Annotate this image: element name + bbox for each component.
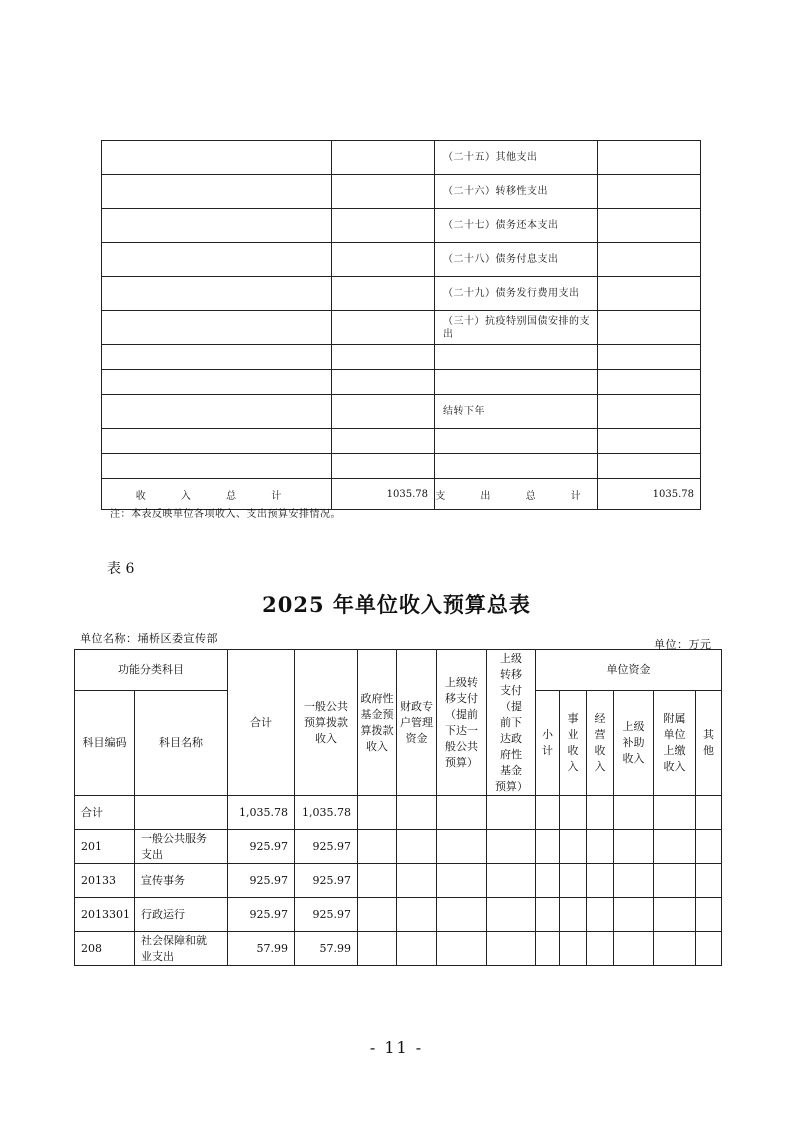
expense-item: （二十五）其他支出 [435, 141, 598, 175]
expense-item: 结转下年 [435, 395, 598, 429]
expense-item [435, 454, 598, 479]
income-expense-summary-table [101, 140, 701, 510]
page-number: - 11 - [369, 1038, 424, 1057]
table-row [75, 864, 722, 898]
table-row [102, 429, 701, 454]
table-row [75, 796, 722, 830]
row-total: 57.99 [228, 932, 295, 966]
table-row [75, 932, 722, 966]
unit-income-budget-table [74, 649, 722, 966]
table-row [102, 311, 701, 345]
row-code: 201 [75, 830, 135, 864]
row-code: 2013301 [75, 898, 135, 932]
header-other: 其他 [696, 691, 722, 796]
row-name: 一般公共服务支出 [135, 830, 228, 864]
expense-item: （三十）抗疫特别国债安排的支出 [435, 311, 598, 345]
row-total: 925.97 [228, 898, 295, 932]
table-row [102, 175, 701, 209]
expense-item [435, 370, 598, 395]
header-fund: 政府性基金预算拨款收入 [358, 650, 397, 796]
row-general: 925.97 [295, 830, 358, 864]
income-total-value: 1035.78 [332, 479, 435, 510]
expense-item: （二十九）债务发行费用支出 [435, 277, 598, 311]
expense-item [435, 429, 598, 454]
header-func-class: 功能分类科目 [75, 650, 228, 691]
expense-item: （二十七）债务还本支出 [435, 209, 598, 243]
expense-total-value: 1035.78 [598, 479, 701, 510]
header-special: 财政专户管理资金 [397, 650, 437, 796]
expense-total-label: 支 出 总 计 [435, 479, 598, 510]
unit-name: 单位名称：埇桥区委宣传部 [80, 632, 218, 645]
header-row [75, 650, 722, 691]
header-transfer-general: 上级转移支付（提前下达一般公共预算） [437, 650, 487, 796]
table-row [75, 898, 722, 932]
expense-item: （二十六）转移性支出 [435, 175, 598, 209]
header-total: 合计 [228, 650, 295, 796]
income-total-label: 收 入 总 计 [102, 479, 332, 510]
expense-item: （二十八）债务付息支出 [435, 243, 598, 277]
table-row [102, 345, 701, 370]
row-code: 208 [75, 932, 135, 966]
header-business: 事业收入 [560, 691, 587, 796]
table-note: 注：本表反映单位各项收入、支出预算安排情况。 [110, 509, 341, 520]
table-row [102, 277, 701, 311]
table-row [102, 370, 701, 395]
expense-item [435, 345, 598, 370]
header-subsidy: 上级补助收入 [614, 691, 654, 796]
table-row [75, 830, 722, 864]
header-subtotal: 小计 [536, 691, 560, 796]
row-general: 925.97 [295, 898, 358, 932]
row-code: 合计 [75, 796, 135, 830]
row-name: 宣传事务 [135, 864, 228, 898]
header-code: 科目编码 [75, 691, 135, 796]
row-general: 1,035.78 [295, 796, 358, 830]
row-total: 925.97 [228, 864, 295, 898]
header-general: 一般公共预算拨款收入 [295, 650, 358, 796]
row-total: 1,035.78 [228, 796, 295, 830]
row-code: 20133 [75, 864, 135, 898]
row-general: 925.97 [295, 864, 358, 898]
row-general: 57.99 [295, 932, 358, 966]
table-number: 表 6 [107, 561, 135, 577]
table-row [102, 395, 701, 429]
unit-label: 单位：万元 [654, 638, 712, 651]
row-name: 行政运行 [135, 898, 228, 932]
table-row [102, 243, 701, 277]
header-operating: 经营收入 [587, 691, 614, 796]
table-row [102, 141, 701, 175]
row-name [135, 796, 228, 830]
header-affiliated: 附属单位上缴收入 [654, 691, 696, 796]
header-unit-funds: 单位资金 [536, 650, 722, 691]
header-name: 科目名称 [135, 691, 228, 796]
row-total: 925.97 [228, 830, 295, 864]
table-row [102, 209, 701, 243]
table-row [102, 454, 701, 479]
page-title: 2025 年单位收入预算总表 [262, 592, 531, 617]
header-transfer-fund: 上级转移支付（提前下达政府性基金预算） [487, 650, 536, 796]
row-name: 社会保障和就业支出 [135, 932, 228, 966]
